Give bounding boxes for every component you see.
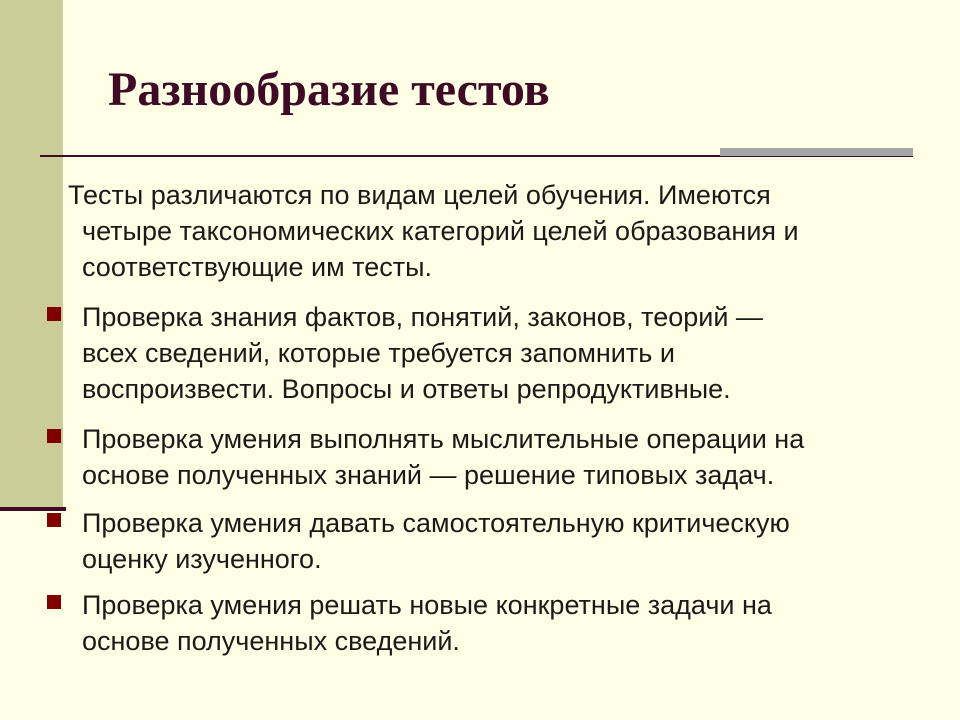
bullet-line: основе полученных сведений. <box>82 626 460 656</box>
bullet-line: Проверка умения давать самостоятельную критическую <box>82 508 790 538</box>
bullet-line: основе полученных знаний — решение типовых задач. <box>82 460 775 490</box>
bullet-item-4 <box>82 587 772 659</box>
bullet-item-1 <box>82 299 763 407</box>
intro-paragraph <box>60 177 799 285</box>
bullet-line: Проверка умения выполнять мыслительные операции на <box>82 424 805 454</box>
square-bullet-icon <box>47 513 61 527</box>
bullet-line: Проверка знания фактов, понятий, законов, теорий — <box>82 302 763 332</box>
bullet-line: Проверка умения решать новые конкретные задачи на <box>82 590 772 620</box>
square-bullet-icon <box>47 429 61 443</box>
intro-line: четыре таксономических категорий целей образования и <box>82 216 799 246</box>
square-bullet-icon <box>47 595 61 609</box>
bullet-line: воспроизвести. Вопросы и ответы репродуктивные. <box>82 374 731 404</box>
intro-line: соответствующие им тесты. <box>82 252 433 282</box>
bullet-line: оценку изученного. <box>82 544 322 574</box>
square-bullet-icon <box>47 307 61 321</box>
bullet-item-2 <box>82 421 804 493</box>
bullet-item-3 <box>82 505 790 577</box>
slide-title: Разнообразие тестов <box>108 63 550 116</box>
bullet-line: всех сведений, которые требуется запомнить и <box>82 338 675 368</box>
intro-line: Тесты различаются по видам целей обучения. Имеются <box>68 180 771 210</box>
